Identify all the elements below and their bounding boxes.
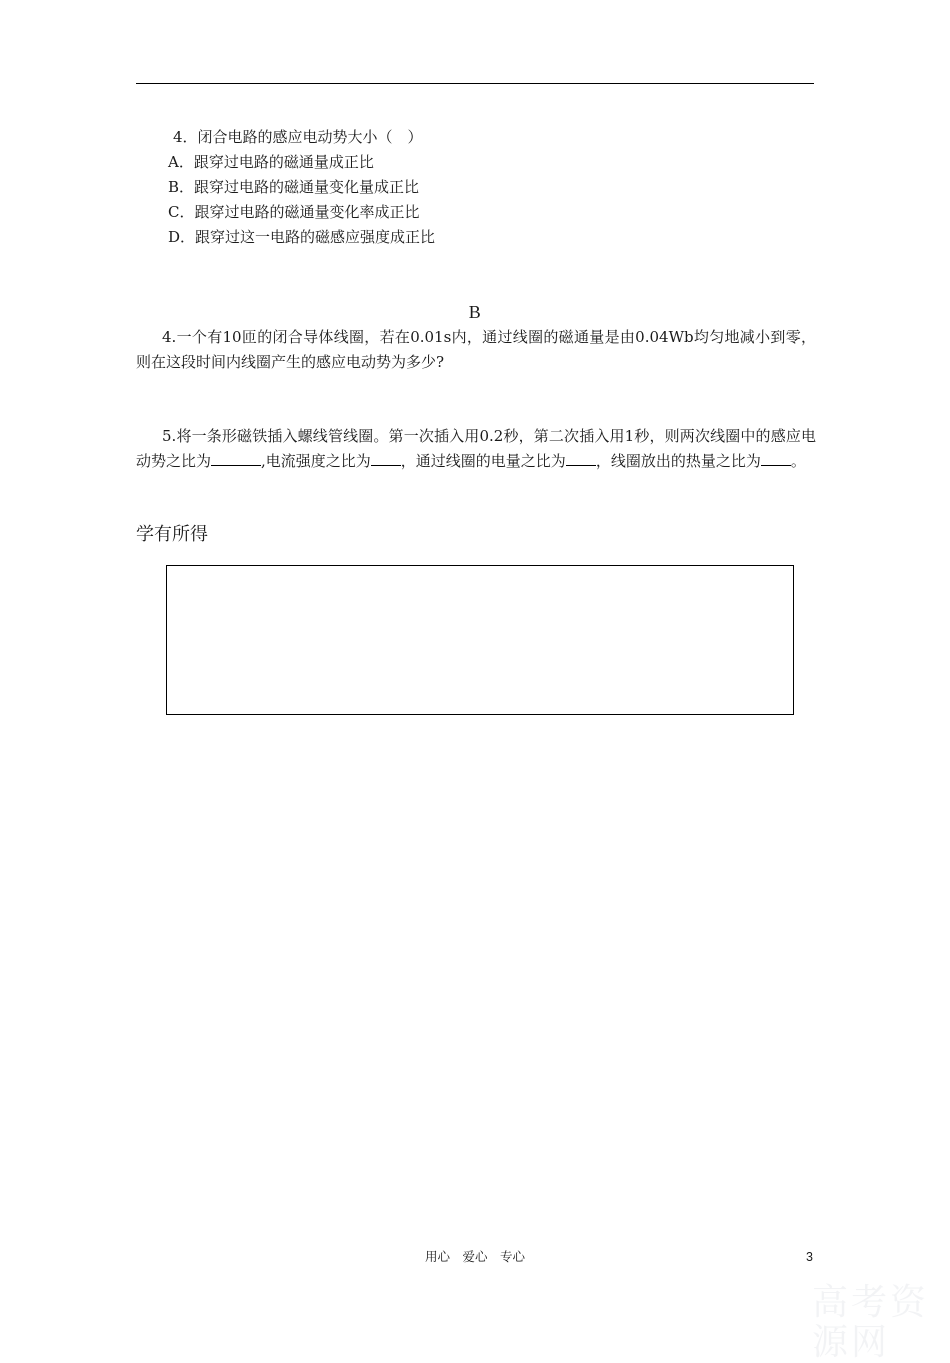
- option-b: B．跟穿过电路的磁通量变化量成正比: [168, 178, 420, 196]
- q5-text-5: 。: [790, 452, 806, 470]
- option-c: C．跟穿过电路的磁通量变化率成正比: [168, 203, 420, 221]
- summary-box[interactable]: [166, 565, 794, 715]
- watermark: 高考资源网: [812, 1282, 930, 1363]
- footer-motto: 用心 爱心 专心: [424, 1249, 525, 1264]
- section-b-heading: B: [468, 302, 482, 322]
- option-d: D．跟穿过这一电路的磁感应强度成正比: [168, 228, 436, 246]
- page-number: 3: [806, 1250, 813, 1264]
- answer-blank-charge-ratio[interactable]: [566, 450, 596, 466]
- q5-text-2: ,电流强度之比为: [261, 452, 371, 470]
- question-5: [136, 424, 816, 474]
- header-rule: [136, 83, 814, 84]
- q5-text-3: ，通过线圈的电量之比为: [400, 452, 566, 470]
- q5-text-4: ，线圈放出的热量之比为: [595, 452, 761, 470]
- answer-blank-emf-ratio[interactable]: [211, 450, 261, 466]
- summary-title: 学有所得: [136, 524, 208, 545]
- answer-blank-heat-ratio[interactable]: [761, 450, 791, 466]
- question-4-b: 4.一个有10匝的闭合导体线圈，若在0.01s内，通过线圈的磁通量是由0.04Wb均匀地减小到零，则在这段时间内线圈产生的感应电动势为多少?: [136, 328, 816, 371]
- q5-text-1: 5.将一条形磁铁插入螺线管线圈。第一次插入用0.2秒，第二次插入用1秒，则两次线圈中的感应电动势之比为: [136, 427, 816, 470]
- answer-blank-current-ratio[interactable]: [371, 450, 401, 466]
- question-4-stem: 4．闭合电路的感应电动势大小（ ）: [173, 128, 423, 146]
- option-a: A．跟穿过电路的磁通量成正比: [168, 153, 374, 171]
